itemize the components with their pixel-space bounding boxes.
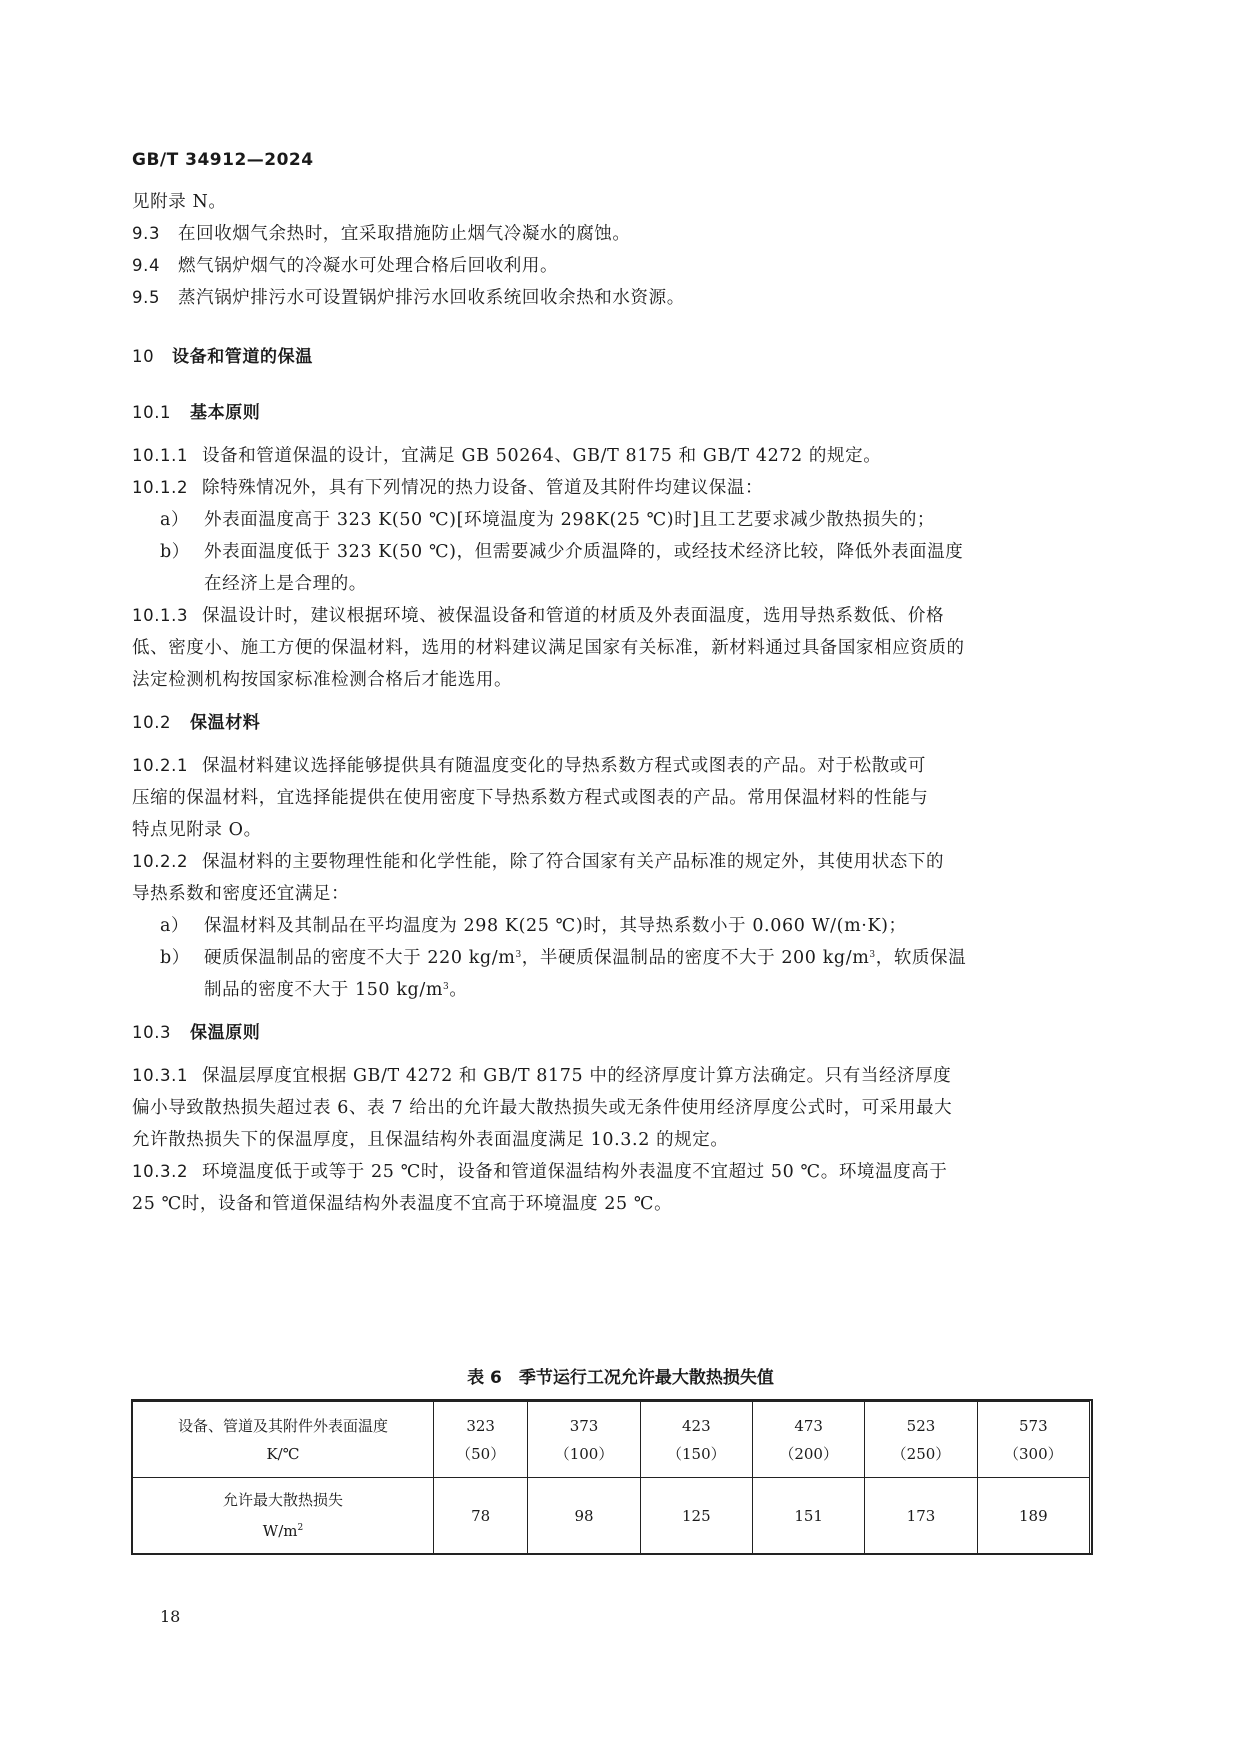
paragraph-line: 低、密度小、施工方便的保温材料，选用的材料建议满足国家有关标准，新材料通过具备国家相应资质的 (132, 638, 965, 658)
temp-c: （200） (779, 1444, 838, 1463)
temp-c: （50） (456, 1444, 506, 1463)
clause-text: 保温层厚度宜根据 GB/T 4272 和 GB/T 8175 中的经济厚度计算方法确定。只有当经济厚度 (202, 1066, 952, 1086)
list-text: ，软质保温 (875, 948, 967, 968)
temp-k: 423 (682, 1416, 711, 1435)
temp-k: 373 (569, 1416, 599, 1435)
list-text: 硬质保温制品的密度不大于 220 kg/m (204, 948, 516, 968)
table-row (133, 1478, 1090, 1554)
table-6 (132, 1400, 1090, 1554)
table-cell-line (133, 1514, 433, 1545)
temp-k: 473 (794, 1416, 823, 1435)
paragraph-line: 见附录 N。 (132, 192, 227, 212)
list-item-b (160, 944, 966, 969)
section-10-3-heading (132, 1018, 260, 1043)
clause-number: 9.4 (132, 256, 161, 275)
list-text: 。 (449, 980, 468, 1000)
clause-text: 燃气锅炉烟气的冷凝水可处理合格后回收利用。 (178, 256, 559, 276)
section-title: 设备和管道的保温 (172, 347, 313, 367)
clause-text: 保温材料建议选择能够提供具有随温度变化的导热系数方程式或图表的产品。对于松散或可 (202, 756, 926, 776)
clause-text: 在回收烟气余热时，宜采取措施防止烟气冷凝水的腐蚀。 (178, 224, 631, 244)
clause-text: 保温设计时，建议根据环境、被保温设备和管道的材质及外表面温度，选用导热系数低、价格 (202, 606, 945, 626)
list-text: 外表面温度低于 323 K(50 ℃)，但需要减少介质温降的，或经技术经济比较，降低外表面温度 (204, 542, 964, 562)
clause-number: 10.3.1 (132, 1066, 189, 1085)
table-cell-line: 允许最大散热损失 (222, 1491, 343, 1509)
table-cell: 151 (753, 1478, 865, 1554)
clause-10-1-1 (132, 442, 881, 467)
section-number: 10.2 (132, 713, 172, 732)
clause-number: 10.1.3 (132, 606, 189, 625)
list-item-b (160, 538, 963, 563)
page-number: 18 (160, 1607, 181, 1626)
list-item-a (160, 506, 935, 531)
superscript: 3 (515, 950, 522, 960)
clause-text: 蒸汽锅炉排污水可设置锅炉排污水回收系统回收余热和水资源。 (178, 288, 685, 308)
table-cell (977, 1401, 1089, 1478)
table-cell (753, 1401, 865, 1478)
unit-text: W/m (262, 1522, 298, 1540)
temp-k: 523 (906, 1416, 936, 1435)
table-cell-line: K/℃ (266, 1444, 300, 1463)
paragraph-line: 25 ℃时，设备和管道保温结构外表温度不宜高于环境温度 25 ℃。 (132, 1194, 673, 1214)
list-text: 保温材料及其制品在平均温度为 298 K(25 ℃)时，其导热系数小于 0.060 W/(m·K)； (204, 916, 907, 936)
temp-c: （150） (667, 1444, 726, 1463)
table-cell-line: 设备、管道及其附件外表面温度 (177, 1416, 388, 1435)
paragraph-line: 允许散热损失下的保温厚度，且保温结构外表面温度满足 10.3.2 的规定。 (132, 1130, 729, 1150)
clause-number: 10.1.2 (132, 478, 189, 497)
list-text: 制品的密度不大于 150 kg/m (204, 980, 444, 1000)
table-cell: 78 (434, 1478, 528, 1554)
list-marker: b） (160, 948, 190, 968)
table-cell (434, 1401, 528, 1478)
clause-text: 保温材料的主要物理性能和化学性能，除了符合国家有关产品标准的规定外，其使用状态下的 (202, 852, 945, 872)
clause-number: 9.5 (132, 288, 161, 307)
clause-number: 9.3 (132, 224, 161, 243)
clause-10-2-2 (132, 848, 944, 873)
table-cell: 189 (977, 1478, 1089, 1554)
table-row-header (133, 1401, 434, 1478)
clause-9-5 (132, 284, 685, 309)
table-cell (865, 1401, 977, 1478)
clause-number: 10.2.2 (132, 852, 189, 871)
list-text: ，半硬质保温制品的密度不大于 200 kg/m (521, 948, 870, 968)
superscript: 3 (443, 982, 450, 992)
table-title: 表 6 季节运行工况允许最大散热损失值 (467, 1368, 774, 1388)
table-cell: 173 (865, 1478, 977, 1554)
clause-text: 设备和管道保温的设计，宜满足 GB 50264、GB/T 8175 和 GB/T 4272 的规定。 (202, 446, 882, 466)
list-marker: a） (160, 916, 190, 936)
superscript: 2 (297, 1523, 304, 1533)
temp-c: （300） (1004, 1444, 1063, 1463)
temp-k: 323 (466, 1416, 495, 1435)
table-row-header (133, 1478, 434, 1554)
clause-text: 除特殊情况外，具有下列情况的热力设备、管道及其附件均建议保温： (202, 478, 764, 498)
clause-number: 10.3.2 (132, 1162, 189, 1181)
paragraph-line: 特点见附录 O。 (132, 820, 262, 840)
clause-10-2-1 (132, 752, 926, 777)
section-10-1-heading (132, 398, 260, 423)
paragraph-line: 压缩的保温材料，宜选择能提供在使用密度下导热系数方程式或图表的产品。常用保温材料的性能与 (132, 788, 929, 808)
clause-10-1-2 (132, 474, 763, 499)
table-cell: 98 (528, 1478, 640, 1554)
clause-10-1-3 (132, 602, 944, 627)
list-item-b-cont: 在经济上是合理的。 (204, 574, 367, 594)
paragraph-line: 偏小导致散热损失超过表 6、表 7 给出的允许最大散热损失或无条件使用经济厚度公式时，可采用最大 (132, 1098, 953, 1118)
clause-text: 环境温度低于或等于 25 ℃时，设备和管道保温结构外表温度不宜超过 50 ℃。环境温度高于 (202, 1162, 948, 1182)
paragraph-line: 导热系数和密度还宜满足： (132, 884, 350, 904)
temp-c: （100） (554, 1444, 614, 1463)
table-cell (640, 1401, 752, 1478)
clause-number: 10.1.1 (132, 446, 189, 465)
table-cell (528, 1401, 640, 1478)
clause-10-3-1 (132, 1062, 951, 1087)
list-text: 外表面温度高于 323 K(50 ℃)[环境温度为 298K(25 ℃)时]且工艺要求减少散热损失的； (204, 510, 936, 530)
clause-9-4 (132, 252, 558, 277)
section-title: 基本原则 (190, 403, 261, 423)
temp-c: （250） (891, 1444, 951, 1463)
list-marker: a） (160, 510, 190, 530)
clause-9-3 (132, 220, 631, 245)
temp-k: 573 (1019, 1416, 1048, 1435)
standard-header: GB/T 34912—2024 (132, 150, 314, 170)
list-marker: b） (160, 542, 190, 562)
section-title: 保温原则 (190, 1023, 261, 1043)
section-title: 保温材料 (190, 713, 261, 733)
clause-10-3-2 (132, 1158, 947, 1183)
section-number: 10 (132, 347, 155, 366)
section-number: 10.1 (132, 403, 172, 422)
list-item-a (160, 912, 907, 937)
section-10-heading (132, 342, 313, 367)
table-row (133, 1401, 1090, 1478)
section-number: 10.3 (132, 1023, 172, 1042)
paragraph-line: 法定检测机构按国家标准检测合格后才能选用。 (132, 670, 513, 690)
section-10-2-heading (132, 708, 260, 733)
list-item-b-cont (204, 976, 467, 1001)
clause-number: 10.2.1 (132, 756, 189, 775)
superscript: 3 (869, 950, 876, 960)
table-cell: 125 (640, 1478, 752, 1554)
